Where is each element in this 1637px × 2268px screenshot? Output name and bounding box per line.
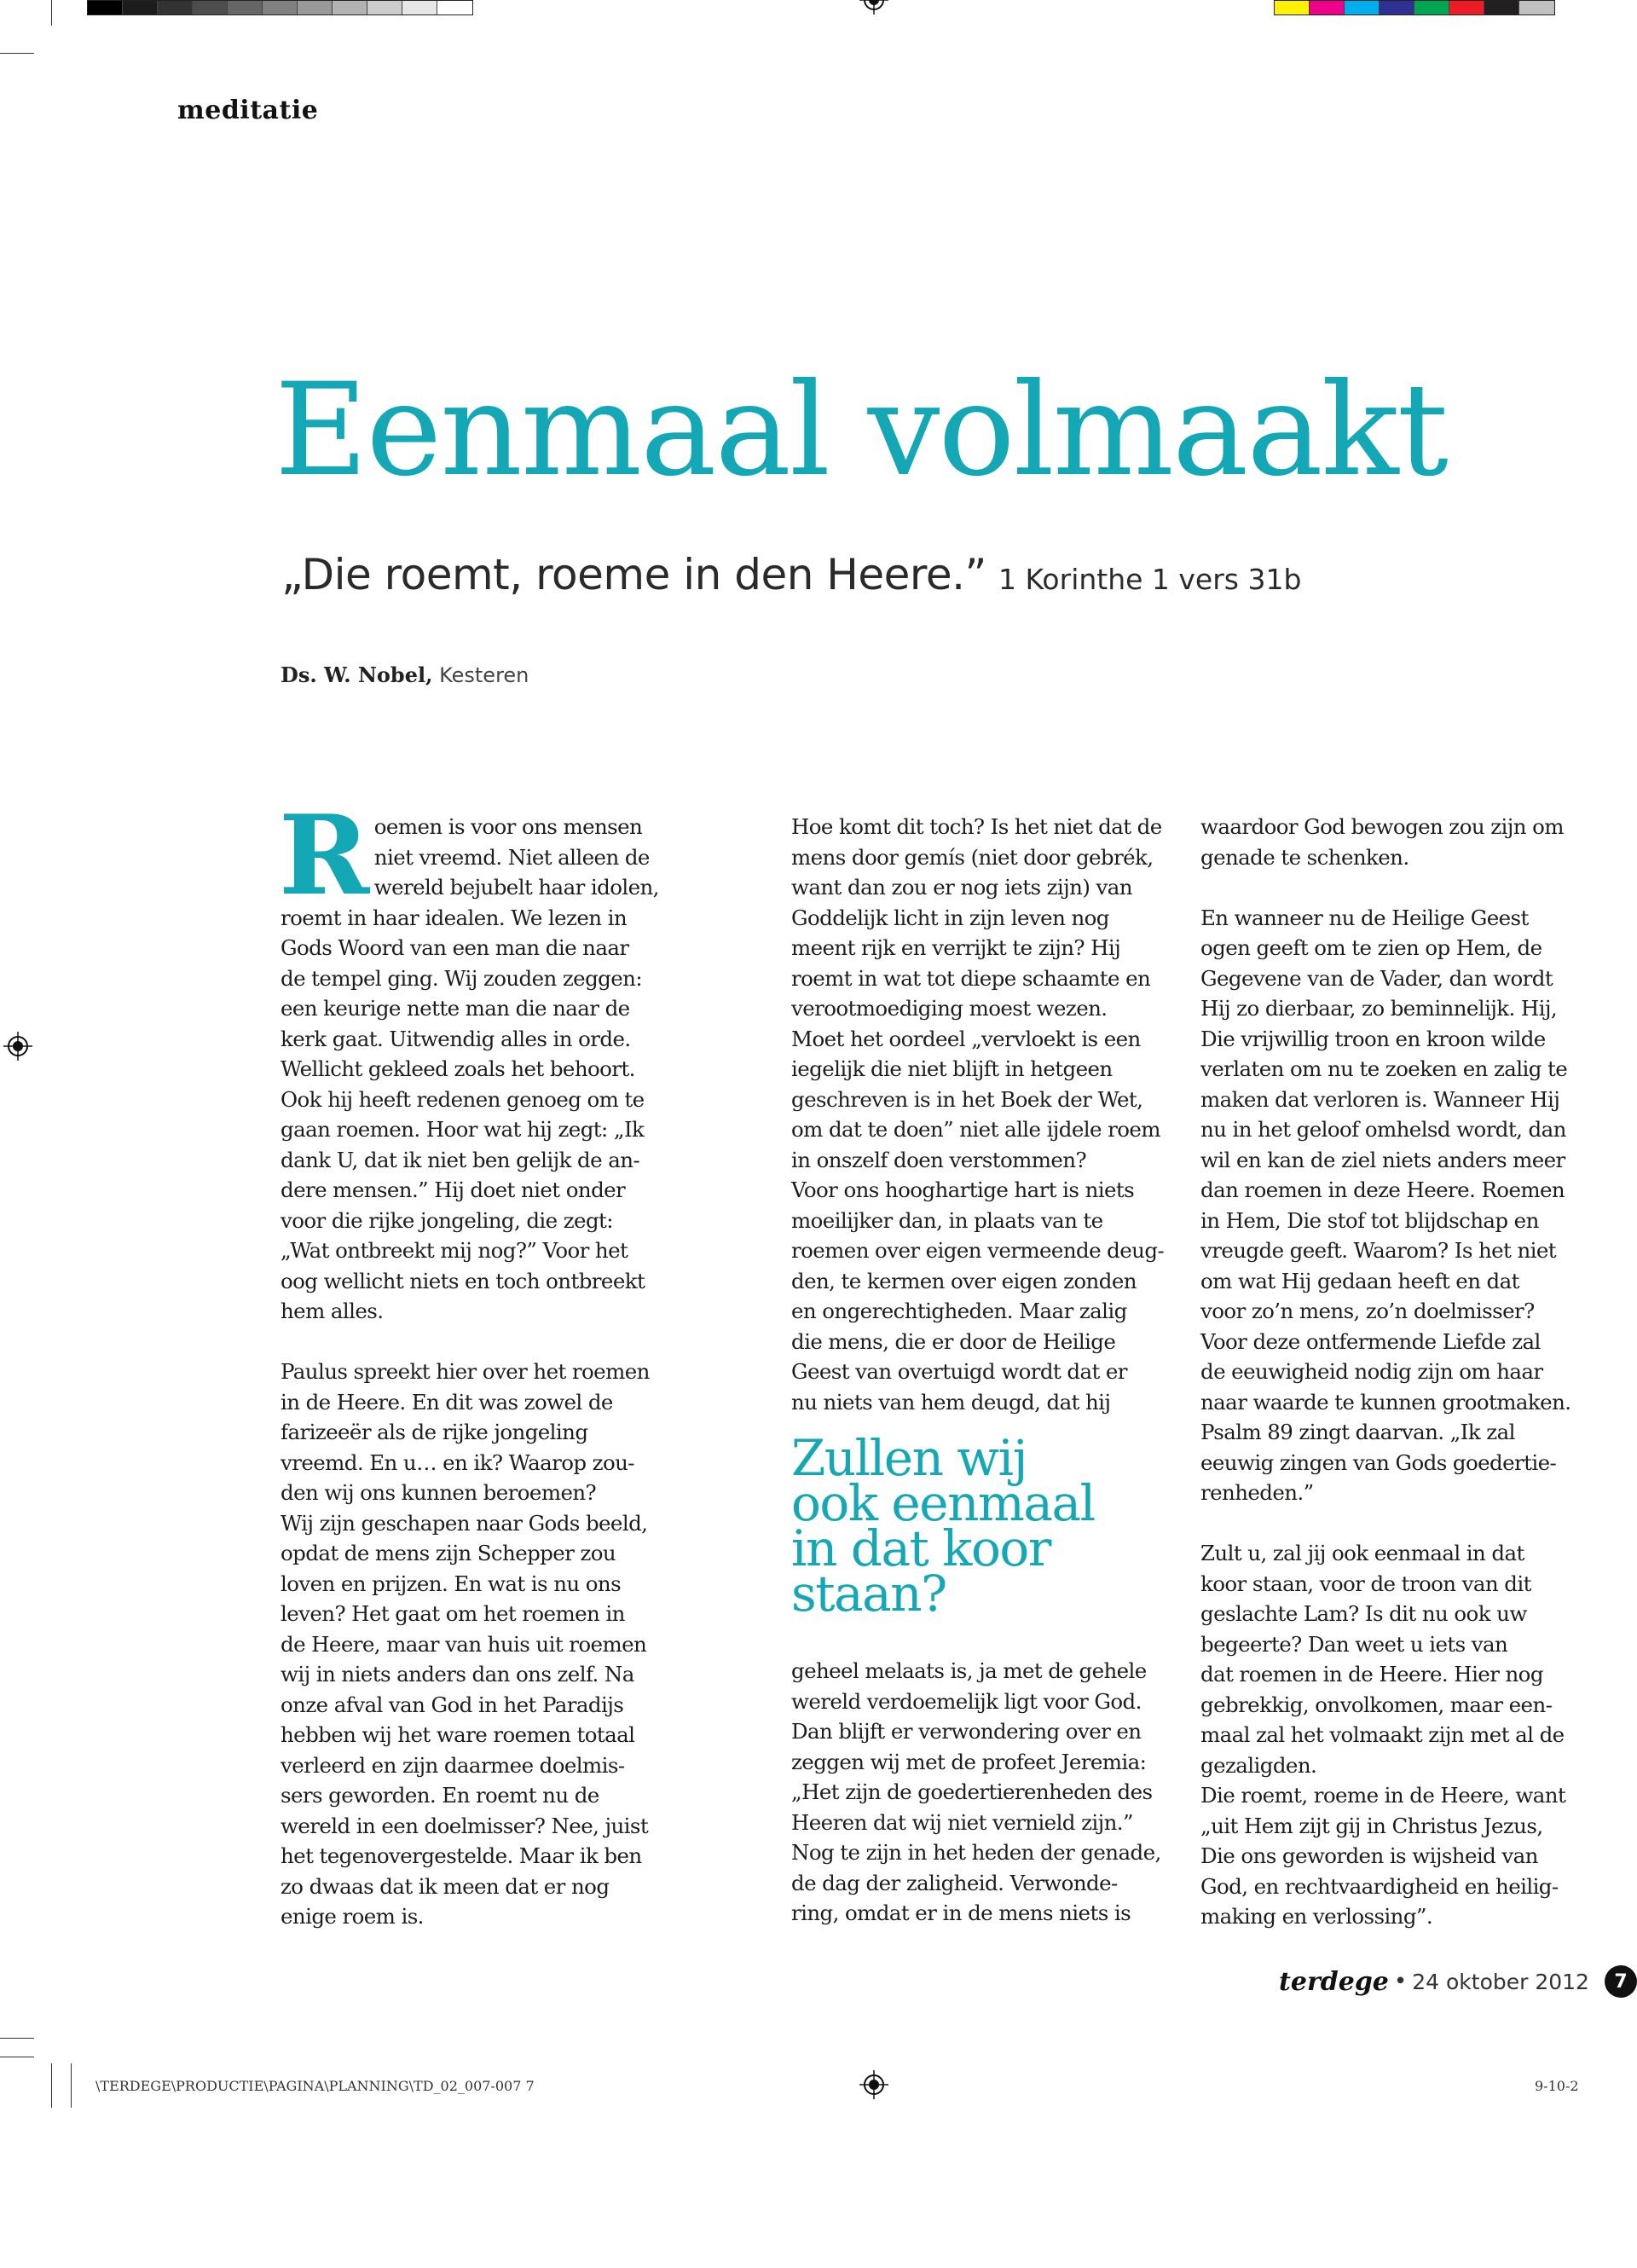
color-swatch xyxy=(228,1,263,14)
registration-mark-icon xyxy=(859,2070,888,2099)
page-footer xyxy=(1279,1965,1637,1998)
color-swatch xyxy=(1414,1,1449,14)
separator-bullet: • xyxy=(1393,1969,1408,1994)
pull-quote: Zullen wij ook eenmaal in dat koor staan? xyxy=(791,1429,1095,1623)
color-swatch xyxy=(1519,1,1554,14)
color-swatch xyxy=(402,1,437,14)
color-swatch xyxy=(367,1,402,14)
article-column-1 xyxy=(279,792,664,1962)
color-swatch xyxy=(263,1,298,14)
issue-date: 24 oktober 2012 xyxy=(1412,1969,1589,1994)
paragraph-text: oemen is voor ons mensen niet vreemd. Niet alleen de wereld bejubelt haar idolen, roemt in haar idealen. We lezen in Gods Woord van een man die naar de tempel ging. Wij zouden zeggen: een keurige nette man die naar de kerk gaat. Uitwendig alles in orde. Wellicht gekleed zoals het behoort. Ook hij heeft redenen genoeg om te gaan roemen. Hoor wat hij zegt: „Ik dank U, dat ik niet ben gelijk de an- dere mensen.” Hij doet niet onder voor die rijke jongeling, die zegt: „Wat ontbreekt mij nog?” Voor het oog wellicht niets en toch ontbreekt hem alles. xyxy=(281,814,659,1323)
color-swatch xyxy=(298,1,333,14)
article-title: Eenmaal volmaakt xyxy=(275,356,1447,505)
body-paragraph: Hoe komt dit toch? Is het niet dat de mens door gemís (niet door gebrék, want dan zou er nog iets zijn) van Goddelijk licht in zijn leven nog meent rijk en verrijkt te zijn? Hij roemt in wat tot diepe schaamte en verootmoediging moest wezen. Moet het oordeel „vervloekt is een iegelijk die niet blijft in hetgeen geschreven is in het Boek der Wet, om dat te doen” niet alle ijdele roem in onszelf doen verstommen? Voor ons hooghartige hart is niets moeilijker dan, in plaats van te roemen over eigen vermeende deug- den, te kermen over eigen zonden en ongerechtigheden. Maar zalig die mens, die er door de Heilige Geest van overtuigd wordt dat er nu niets van hem deugd, dat hij xyxy=(791,814,1165,1415)
bible-reference: 1 Korinthe 1 vers 31b xyxy=(998,563,1302,596)
drop-cap: R xyxy=(279,792,369,920)
section-label: meditatie xyxy=(177,95,319,125)
color-swatch xyxy=(1484,1,1519,14)
trim-mark xyxy=(51,0,52,26)
color-swatch xyxy=(158,1,193,14)
print-slug-date: 9-10-2 xyxy=(1535,2078,1579,2094)
byline xyxy=(281,662,529,687)
body-paragraph xyxy=(279,792,664,1327)
color-swatch xyxy=(123,1,158,14)
gray-calibration-bar xyxy=(87,0,473,15)
body-paragraph: geheel melaats is, ja met de gehele wereld verdoemelijk ligt voor God. Dan blijft er verwondering over en zeggen wij met de profeet Jeremia: „Het zijn de goedertierenheden des Heeren dat wij niet vernield zijn.” Nog te zijn in het heden der genade, de dag der zaligheid. Verwonde- ring, omdat er in de mens niets is xyxy=(791,1658,1161,1925)
body-paragraph: En wanneer nu de Heilige Geest ogen geeft om te zien op Hem, de Gegevene van de Vader, dan wordt Hij zo dierbaar, zo beminnelijk. Hij, Die vrijwillig troon en kroon wilde verlaten om nu te zoeken en zalig te maken dat verloren is. Wanneer Hij nu in het geloof omhelsd wordt, dan wil en kan de ziel niets anders meer dan roemen in deze Heere. Roemen in Hem, Die stof tot blijdschap en vreugde geeft. Waarom? Is het niet om wat Hij gedaan heeft en dat voor zo’n mens, zo’n doelmisser? Voor deze ontfermende Liefde zal de eeuwigheid nodig zijn om haar naar waarde te kunnen grootmaken. Psalm 89 zingt daarvan. „Ik zal eeuwig zingen van Gods goedertie- renheden.” xyxy=(1200,905,1571,1505)
trim-mark xyxy=(51,2063,52,2108)
registration-mark-icon xyxy=(3,1032,32,1061)
trim-mark xyxy=(0,53,34,54)
color-swatch xyxy=(1345,1,1380,14)
color-swatch xyxy=(333,1,367,14)
print-slug-path: \TERDEGE\PRODUCTIE\PAGINA\PLANNING\TD_02_007-007 7 xyxy=(95,2078,535,2094)
color-calibration-bar xyxy=(1274,0,1555,15)
color-swatch xyxy=(1449,1,1484,14)
body-paragraph: Paulus spreekt hier over het roemen in de Heere. En dit was zowel de farizeeër als de rijke jongeling vreemd. En u… en ik? Waarop zou- den wij ons kunnen beroemen? Wij zijn geschapen naar Gods beeld, opdat de mens zijn Schepper zou loven en prijzen. En wat is nu ons leven? Het gaat om het roemen in de Heere, maar van huis uit roemen wij in niets anders dan ons zelf. Na onze afval van God in het Paradijs hebben wij het ware roemen totaal verleerd en zijn daarmee doelmis- sers geworden. En roemt nu de wereld in een doelmisser? Nee, juist het tegenovergestelde. Maar ik ben zo dwaas dat ik meen dat er nog enige roem is. xyxy=(281,1359,650,1929)
registration-mark-icon xyxy=(859,0,888,14)
color-swatch xyxy=(88,1,123,14)
color-swatch xyxy=(1380,1,1414,14)
article-subtitle xyxy=(281,550,1301,599)
byline-place: Kesteren xyxy=(439,663,529,687)
magazine-logo: terdege xyxy=(1279,1966,1389,1997)
color-swatch xyxy=(437,1,472,14)
color-swatch xyxy=(1275,1,1310,14)
trim-mark xyxy=(71,2063,72,2108)
body-paragraph: Zult u, zal jij ook eenmaal in dat koor staan, voor de troon van dit geslachte Lam? Is dit nu ook uw begeerte? Dan weet u iets van dat roemen in de Heere. Hier nog gebrekkig, onvolkomen, maar een- maal zal het volmaakt zijn met al de gezaligden. Die roemt, roeme in de Heere, want „uit Hem zijt gij in Christus Jezus, Die ons geworden is wijsheid van God, en rechtvaardigheid en heilig- making en verlossing”. xyxy=(1200,1541,1566,1929)
page-number: 7 xyxy=(1605,1965,1637,1998)
subtitle-quote: „Die roemt, roeme in den Heere.” xyxy=(281,550,986,599)
article-column-3 xyxy=(1200,812,1573,1962)
article-column-2 xyxy=(791,812,1171,1958)
byline-author: Ds. W. Nobel, xyxy=(281,662,433,687)
color-swatch xyxy=(1310,1,1345,14)
color-swatch xyxy=(193,1,228,14)
trim-mark xyxy=(0,2038,34,2039)
body-paragraph: waardoor God bewogen zou zijn om genade te schenken. xyxy=(1200,814,1564,870)
